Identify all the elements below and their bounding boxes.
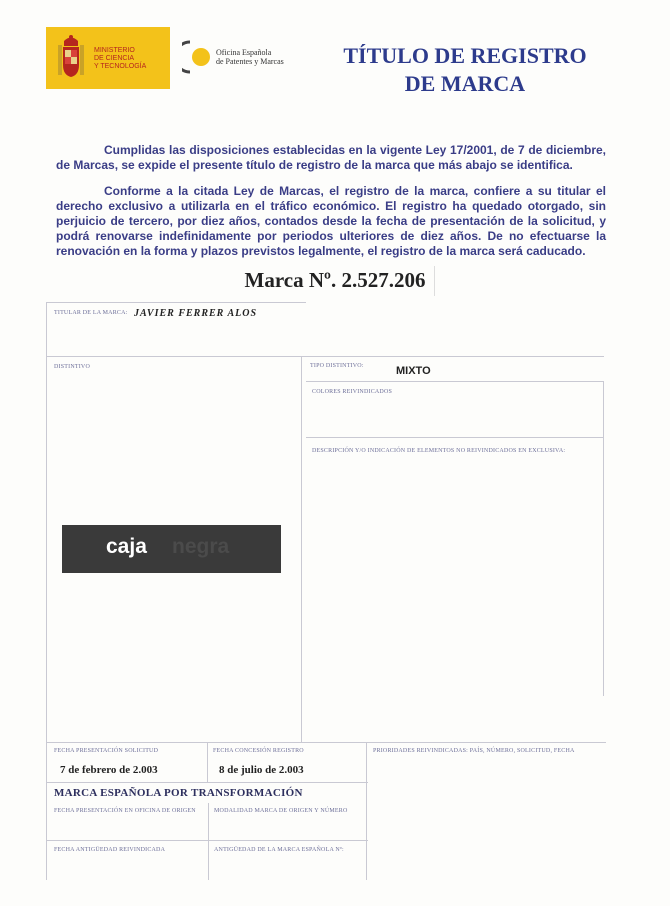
origin-office-date-label: FECHA PRESENTACIÓN EN OFICINA DE ORIGEN [54, 808, 196, 814]
grant-date-label: FECHA CONCESIÓN REGISTRO [213, 748, 304, 754]
divider [306, 381, 604, 382]
divider [46, 742, 606, 743]
filing-date-value: 7 de febrero de 2.003 [60, 764, 158, 776]
divider [46, 302, 306, 303]
modality-value: MIXTO [396, 365, 431, 377]
modality-label: TIPO DISTINTIVO: [310, 363, 364, 369]
divider [208, 803, 209, 880]
divider [434, 266, 435, 296]
transformation-title: MARCA ESPAÑOLA POR TRANSFORMACIÓN [54, 787, 303, 799]
priorities-label: PRIORIDADES REIVINDICADAS: PAÍS, NÚMERO, SOLICITUD, FECHA [373, 748, 575, 754]
divider [366, 742, 367, 880]
trademark-logo [62, 525, 281, 573]
ministry-name: MINISTERIO DE CIENCIA Y TECNOLOGÍA [94, 47, 147, 70]
divider [46, 356, 604, 357]
divider [603, 381, 604, 696]
oepm-logo-icon [182, 40, 212, 74]
marca-number: Marca Nº. 2.527.206 [244, 268, 426, 292]
origin-modality-label: MODALIDAD MARCA DE ORIGEN Y NÚMERO [214, 808, 348, 814]
ministry-logo [46, 27, 170, 89]
colors-label: COLORES REIVINDICADOS [312, 389, 393, 395]
divider [207, 742, 208, 782]
oepm-name: Oficina Española de Patentes y Marcas [216, 48, 284, 66]
rights-paragraph: Conforme a la citada Ley de Marcas, el registro de la marca, confiere a su titular el derecho exclusivo a utilizarla en el tráfico económico. El registro ha quedado otorgado, sin perjuicio de tercero, por diez años, contados desde la fecha de presentación de la solicitud, y podrá renovarse indefinidamente por periodos ulteriores de diez años. De no efectuarse la renovación en la forma y plazos previstos legalmente, el registro de la marca será caducado. [56, 184, 606, 258]
divider [46, 782, 368, 783]
divider [301, 356, 302, 742]
divider [306, 437, 604, 438]
trademark-logo-word: caja [106, 535, 147, 558]
divider [46, 840, 368, 841]
trademark-logo-word-faded: negra [172, 535, 230, 558]
seniority-mark-label: ANTIGÜEDAD DE LA MARCA ESPAÑOLA Nº: [214, 847, 344, 853]
holder-value: JAVIER FERRER ALOS [134, 308, 258, 319]
grant-date-value: 8 de julio de 2.003 [219, 764, 304, 776]
coat-of-arms-icon [54, 33, 88, 83]
filing-date-label: FECHA PRESENTACIÓN SOLICITUD [54, 748, 159, 754]
intro-paragraph: Cumplidas las disposiciones establecidas en la vigente Ley 17/2001, de 7 de diciembre, de Marcas, se expide el presente título de registro de la marca que más abajo se identifica. [56, 143, 606, 172]
seniority-date-label: FECHA ANTIGÜEDAD REIVINDICADA [54, 847, 166, 853]
description-label: DESCRIPCIÓN Y/O INDICACIÓN DE ELEMENTOS NO REIVINDICADOS EN EXCLUSIVA: [312, 448, 566, 454]
document-title: TÍTULO DE REGISTRO DE MARCA [343, 43, 587, 96]
divider [46, 302, 47, 880]
distintivo-label: DISTINTIVO [54, 364, 90, 370]
holder-label: TITULAR DE LA MARCA: [54, 310, 128, 316]
